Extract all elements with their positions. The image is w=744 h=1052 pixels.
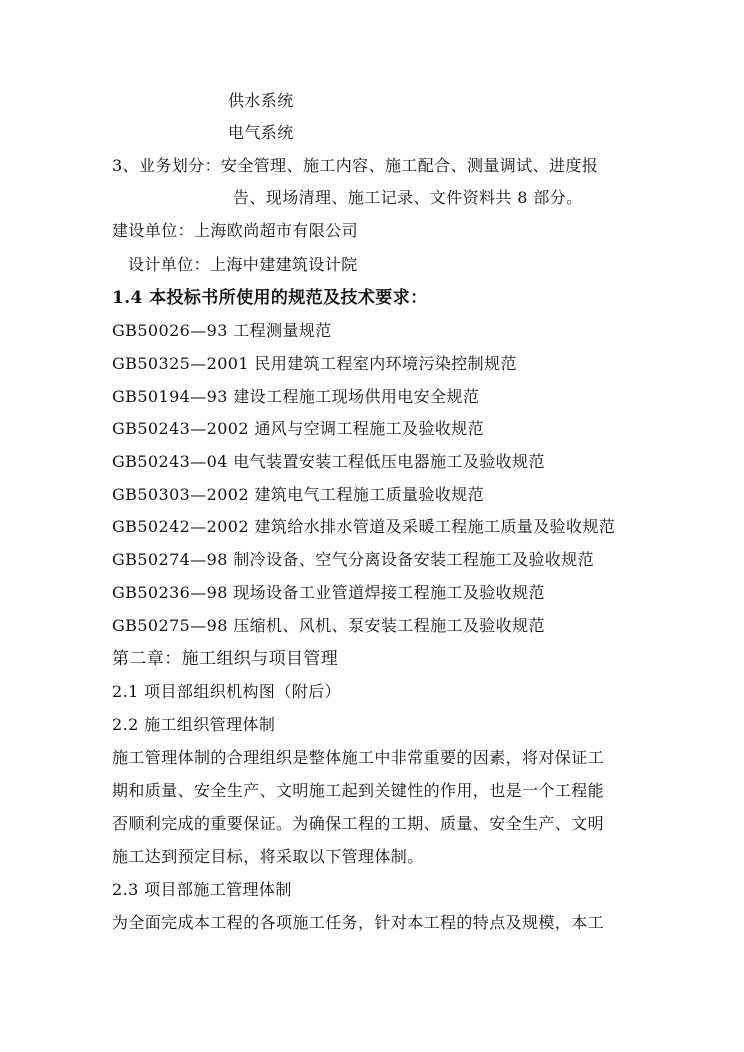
electric-system-line: 电气系统 bbox=[228, 123, 294, 142]
paragraph-line: 期和质量、安全生产、文明施工起到关键性的作用，也是一个工程能 bbox=[112, 781, 605, 800]
standard-item: GB50274—98 制冷设备、空气分离设备安装工程施工及验收规范 bbox=[112, 550, 595, 569]
section-2-3: 2.3 项目部施工管理体制 bbox=[112, 880, 292, 899]
scope-line-2: 告、现场清理、施工记录、文件资料共 8 部分。 bbox=[233, 188, 583, 207]
standard-item: GB50026—93 工程测量规范 bbox=[112, 321, 332, 340]
standard-item: GB50243—04 电气装置安装工程低压电器施工及验收规范 bbox=[112, 452, 545, 471]
standard-item: GB50275—98 压缩机、风机、泵安装工程施工及验收规范 bbox=[112, 616, 545, 635]
paragraph-line: 施工达到预定目标，将采取以下管理体制。 bbox=[112, 847, 424, 866]
paragraph-line: 为全面完成本工程的各项施工任务，针对本工程的特点及规模，本工 bbox=[112, 913, 605, 932]
standard-item: GB50303—2002 建筑电气工程施工质量验收规范 bbox=[112, 485, 485, 504]
standard-item: GB50325—2001 民用建筑工程室内环境污染控制规范 bbox=[112, 354, 517, 373]
standard-item: GB50243—2002 通风与空调工程施工及验收规范 bbox=[112, 419, 485, 438]
standard-item: GB50194—93 建设工程施工现场供用电安全规范 bbox=[112, 387, 480, 406]
water-system-line: 供水系统 bbox=[228, 91, 294, 110]
paragraph-line: 否顺利完成的重要保证。为确保工程的工期、质量、安全生产、文明 bbox=[112, 814, 605, 833]
chapter-title: 第二章：施工组织与项目管理 bbox=[112, 649, 339, 669]
designer-unit: 设计单位：上海中建建筑设计院 bbox=[128, 255, 358, 274]
scope-line-1: 3、业务划分：安全管理、施工内容、施工配合、测量调试、进度报 bbox=[112, 156, 599, 175]
standard-item: GB50242—2002 建筑给水排水管道及采暖工程施工质量及验收规范 bbox=[112, 517, 616, 536]
standard-item: GB50236—98 现场设备工业管道焊接工程施工及验收规范 bbox=[112, 583, 545, 602]
paragraph-line: 施工管理体制的合理组织是整体施工中非常重要的因素，将对保证工 bbox=[112, 748, 605, 767]
builder-unit: 建设单位：上海欧尚超市有限公司 bbox=[112, 221, 359, 240]
standards-heading: 1.4 本投标书所使用的规范及技术要求： bbox=[112, 288, 428, 308]
section-2-1: 2.1 项目部组织机构图（附后） bbox=[112, 682, 341, 701]
section-2-2: 2.2 施工组织管理体制 bbox=[112, 715, 276, 734]
